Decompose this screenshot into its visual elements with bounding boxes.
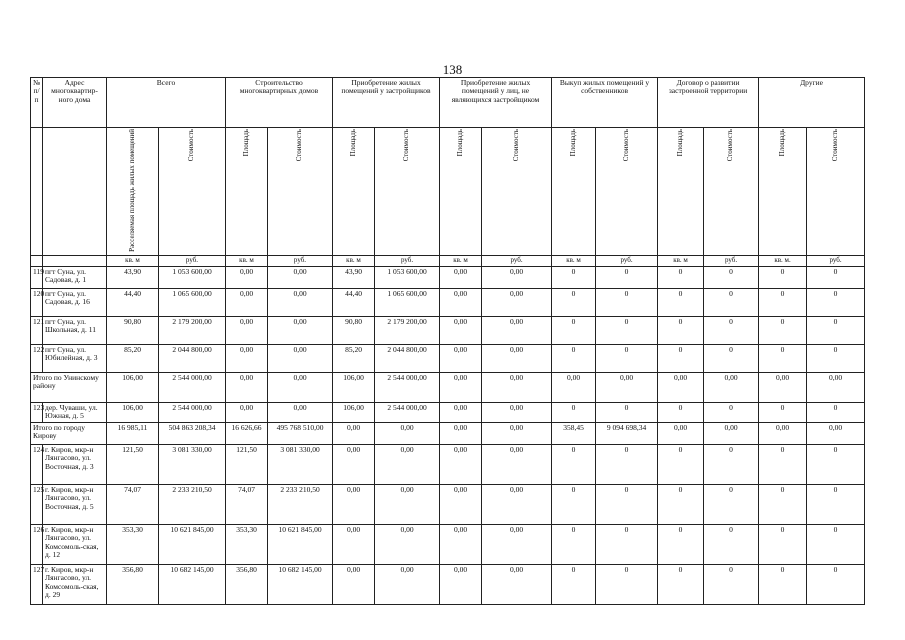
row-value: 1 065 600,00 (159, 289, 226, 317)
row-value: 10 682 145,00 (159, 565, 226, 605)
row-value: 16 626,66 (226, 423, 268, 445)
row-value: 0,00 (482, 317, 552, 345)
row-address: г. Киров, мкр-н Лянгасово, ул. Комсомоль-ская, д. 29 (43, 565, 107, 605)
row-value: 0,00 (807, 373, 865, 403)
header-subcol-label: Площадь (777, 129, 786, 157)
row-value: 0 (596, 445, 658, 485)
row-value: 3 081 330,00 (159, 445, 226, 485)
row-address: пгт Суна, ул. Школьная, д. 11 (43, 317, 107, 345)
row-value: 2 179 200,00 (159, 317, 226, 345)
row-value: 0 (807, 267, 865, 289)
unit-label: кв. м (440, 256, 482, 267)
row-value: 0 (704, 565, 759, 605)
row-value: 0 (704, 403, 759, 423)
row-value: 0,00 (268, 373, 333, 403)
row-value: 0 (658, 525, 704, 565)
row-value: 2 179 200,00 (375, 317, 440, 345)
row-number: 120 (31, 289, 43, 317)
header-group-row (31, 78, 865, 128)
header-group-purchase-non-developers: Приобретение жилых помещений у лиц, не являющихся застройщиком (440, 78, 552, 128)
header-no: № п/п (31, 78, 43, 128)
row-value: 0,00 (482, 525, 552, 565)
row-value: 2 544 000,00 (159, 373, 226, 403)
header-subcol (107, 128, 159, 256)
row-value: 9 094 698,34 (596, 423, 658, 445)
header-address: Адрес многоквартир-ного дома (43, 78, 107, 128)
row-value: 356,80 (226, 565, 268, 605)
row-value: 0,00 (440, 485, 482, 525)
header-group-construction: Строительство многоквартирных домов (226, 78, 333, 128)
row-value: 0 (658, 345, 704, 373)
table-row (31, 485, 865, 525)
row-value: 0,00 (482, 565, 552, 605)
header-group-total: Всего (107, 78, 226, 128)
row-value: 106,00 (107, 403, 159, 423)
row-value: 0 (807, 345, 865, 373)
row-value: 10 621 845,00 (159, 525, 226, 565)
row-value: 0,00 (226, 289, 268, 317)
row-value: 0 (807, 565, 865, 605)
row-value: 0 (704, 317, 759, 345)
row-address: г. Киров, мкр-н Лянгасово, ул. Комсомоль-ская, д. 12 (43, 525, 107, 565)
row-value: 0,00 (807, 423, 865, 445)
row-value: 85,20 (333, 345, 375, 373)
header-group-development-contract: Договор о развитии застроенной территории (658, 78, 759, 128)
row-value: 0,00 (440, 403, 482, 423)
header-subcol-label: Площадь (675, 129, 684, 157)
row-value: 0,00 (268, 317, 333, 345)
header-subcol-label: Стоимость (187, 129, 196, 162)
row-value: 0,00 (482, 445, 552, 485)
row-value: 353,30 (226, 525, 268, 565)
row-value: 0,00 (482, 345, 552, 373)
row-value: 0 (552, 267, 596, 289)
row-value: 0,00 (268, 289, 333, 317)
row-value: 0 (658, 289, 704, 317)
row-value: 121,50 (107, 445, 159, 485)
row-value: 0 (596, 485, 658, 525)
row-value: 0,00 (482, 423, 552, 445)
row-value: 0,00 (375, 423, 440, 445)
row-number: 122 (31, 345, 43, 373)
row-value: 0 (596, 345, 658, 373)
row-number: 125 (31, 485, 43, 525)
row-value: 0 (759, 289, 807, 317)
row-value: 0,00 (440, 345, 482, 373)
row-value: 74,07 (226, 485, 268, 525)
row-value: 0 (807, 403, 865, 423)
row-value: 0 (596, 403, 658, 423)
row-value: 0 (658, 565, 704, 605)
row-value: 106,00 (333, 403, 375, 423)
header-group-buyout: Выкуп жилых помещений у собственников (552, 78, 658, 128)
row-value: 44,40 (333, 289, 375, 317)
row-value: 0,00 (440, 317, 482, 345)
table-row (31, 345, 865, 373)
units-blank (43, 256, 107, 267)
header-subcol (596, 128, 658, 256)
row-value: 0 (552, 289, 596, 317)
unit-label: кв. м (107, 256, 159, 267)
header-blank (31, 128, 43, 256)
row-value: 0,00 (658, 423, 704, 445)
row-number: 126 (31, 525, 43, 565)
row-value: 0,00 (759, 373, 807, 403)
header-subcol-label: Стоимость (295, 129, 304, 162)
unit-label: кв. м (552, 256, 596, 267)
total-label: Итого по городу Кирову (31, 423, 107, 445)
header-subcolumn-row (31, 128, 865, 256)
header-subcol (268, 128, 333, 256)
row-value: 2 044 800,00 (375, 345, 440, 373)
row-value: 0,00 (375, 525, 440, 565)
total-row (31, 373, 865, 403)
row-value: 0 (759, 485, 807, 525)
row-value: 0,00 (704, 373, 759, 403)
row-value: 0 (807, 445, 865, 485)
row-value: 358,45 (552, 423, 596, 445)
row-value: 1 065 600,00 (375, 289, 440, 317)
unit-label: кв. м (226, 256, 268, 267)
row-address: пгт Суна, ул. Садовая, д. 1 (43, 267, 107, 289)
row-value: 0 (704, 525, 759, 565)
row-address: г. Киров, мкр-н Лянгасово, ул. Восточная, д. 3 (43, 445, 107, 485)
unit-label: руб. (704, 256, 759, 267)
row-value: 0 (704, 485, 759, 525)
row-value: 504 863 208,34 (159, 423, 226, 445)
row-value: 0 (658, 485, 704, 525)
row-value: 0,00 (482, 403, 552, 423)
row-value: 2 044 800,00 (159, 345, 226, 373)
row-value: 43,90 (107, 267, 159, 289)
row-value: 0 (552, 317, 596, 345)
row-value: 90,80 (107, 317, 159, 345)
header-subcol-label: Площадь (348, 129, 357, 157)
row-value: 0,00 (226, 317, 268, 345)
row-value: 0,00 (375, 445, 440, 485)
row-value: 2 544 000,00 (375, 373, 440, 403)
table-row (31, 267, 865, 289)
row-value: 0 (759, 267, 807, 289)
header-subcol-label: Стоимость (830, 129, 839, 162)
row-value: 0,00 (440, 373, 482, 403)
row-value: 0 (807, 317, 865, 345)
row-value: 0,00 (440, 267, 482, 289)
header-subcol-label: Стоимость (511, 129, 520, 162)
row-address: пгт Суна, ул. Садовая, д. 16 (43, 289, 107, 317)
row-value: 0 (658, 317, 704, 345)
header-subcol-label: Площадь (241, 129, 250, 157)
row-number: 119 (31, 267, 43, 289)
header-group-purchase-developers: Приобретение жилых помещений у застройщиков (333, 78, 440, 128)
row-value: 0,00 (440, 525, 482, 565)
row-value: 0 (807, 525, 865, 565)
table-row (31, 525, 865, 565)
row-value: 2 233 210,50 (268, 485, 333, 525)
row-value: 10 621 845,00 (268, 525, 333, 565)
row-value: 0 (658, 403, 704, 423)
row-value: 0,00 (658, 373, 704, 403)
row-value: 0 (704, 267, 759, 289)
row-value: 0 (658, 445, 704, 485)
resettlement-table (30, 77, 865, 605)
row-value: 0,00 (268, 403, 333, 423)
row-value: 0,00 (552, 373, 596, 403)
table-row (31, 317, 865, 345)
row-address: пгт Суна, ул. Юбилейная, д. 3 (43, 345, 107, 373)
row-value: 0 (552, 445, 596, 485)
row-value: 44,40 (107, 289, 159, 317)
row-value: 0,00 (226, 373, 268, 403)
row-value: 0 (807, 485, 865, 525)
total-label: Итого по Унинскому району (31, 373, 107, 403)
row-value: 0 (596, 289, 658, 317)
table-body (31, 267, 865, 605)
row-value: 0,00 (440, 423, 482, 445)
unit-label: руб. (482, 256, 552, 267)
header-subcol (226, 128, 268, 256)
row-value: 0 (759, 525, 807, 565)
row-value: 0,00 (482, 373, 552, 403)
row-value: 356,80 (107, 565, 159, 605)
table-row (31, 403, 865, 423)
row-value: 0,00 (226, 267, 268, 289)
header-subcol-label: Стоимость (621, 129, 630, 162)
row-value: 0 (552, 525, 596, 565)
row-value: 0 (759, 345, 807, 373)
row-value: 0,00 (226, 403, 268, 423)
row-value: 0,00 (333, 445, 375, 485)
row-value: 0 (704, 345, 759, 373)
page-number: 138 (442, 62, 463, 77)
header-subcol (552, 128, 596, 256)
row-value: 0,00 (704, 423, 759, 445)
row-value: 0 (807, 289, 865, 317)
row-value: 0,00 (333, 525, 375, 565)
row-value: 2 233 210,50 (159, 485, 226, 525)
row-number: 127 (31, 565, 43, 605)
row-value: 0 (596, 317, 658, 345)
row-value: 85,20 (107, 345, 159, 373)
row-value: 0 (704, 445, 759, 485)
row-value: 0,00 (440, 445, 482, 485)
row-value: 0 (552, 345, 596, 373)
header-subcol-label: Площадь (568, 129, 577, 157)
unit-label: руб. (596, 256, 658, 267)
header-subcol (440, 128, 482, 256)
header-subcol (482, 128, 552, 256)
row-value: 74,07 (107, 485, 159, 525)
header-subcol (704, 128, 759, 256)
total-row (31, 423, 865, 445)
header-subcol-label: Стоимость (402, 129, 411, 162)
header-subcol-label: Расселяемая площадь жилых помещений (127, 129, 136, 252)
units-blank (31, 256, 43, 267)
row-value: 0 (759, 445, 807, 485)
row-value: 0 (759, 403, 807, 423)
row-value: 0 (704, 289, 759, 317)
header-units-row (31, 256, 865, 267)
header-subcol (658, 128, 704, 256)
row-value: 0,00 (333, 423, 375, 445)
header-subcol-label: Стоимость (726, 129, 735, 162)
row-value: 2 544 000,00 (159, 403, 226, 423)
row-value: 0,00 (440, 565, 482, 605)
row-number: 123 (31, 403, 43, 423)
header-subcol (159, 128, 226, 256)
row-value: 0,00 (375, 565, 440, 605)
row-value: 1 053 600,00 (375, 267, 440, 289)
row-address: дер. Чуваши, ул. Южная, д. 5 (43, 403, 107, 423)
unit-label: руб. (159, 256, 226, 267)
row-value: 0,00 (268, 267, 333, 289)
unit-label: кв. м (333, 256, 375, 267)
row-value: 0,00 (482, 267, 552, 289)
header-subcol (333, 128, 375, 256)
row-value: 0 (658, 267, 704, 289)
unit-label: руб. (807, 256, 865, 267)
unit-label: кв. м. (759, 256, 807, 267)
row-value: 0,00 (333, 485, 375, 525)
unit-label: кв. м (658, 256, 704, 267)
row-value: 0 (759, 565, 807, 605)
row-value: 0 (552, 485, 596, 525)
row-number: 121 (31, 317, 43, 345)
row-value: 2 544 000,00 (375, 403, 440, 423)
header-subcol (807, 128, 865, 256)
row-value: 16 985,11 (107, 423, 159, 445)
table-row (31, 289, 865, 317)
row-number: 124 (31, 445, 43, 485)
row-value: 0,00 (596, 373, 658, 403)
row-value: 0,00 (268, 345, 333, 373)
table-row (31, 565, 865, 605)
row-value: 43,90 (333, 267, 375, 289)
row-value: 0 (596, 565, 658, 605)
row-value: 0,00 (375, 485, 440, 525)
row-value: 0 (759, 317, 807, 345)
row-value: 0 (596, 267, 658, 289)
row-value: 106,00 (333, 373, 375, 403)
row-value: 495 768 510,00 (268, 423, 333, 445)
unit-label: руб. (375, 256, 440, 267)
header-subcol-label: Площадь (455, 129, 464, 157)
header-group-other: Другие (759, 78, 865, 128)
header-subcol (759, 128, 807, 256)
unit-label: руб. (268, 256, 333, 267)
row-address: г. Киров, мкр-н Лянгасово, ул. Восточная, д. 5 (43, 485, 107, 525)
row-value: 10 682 145,00 (268, 565, 333, 605)
row-value: 0,00 (482, 485, 552, 525)
row-value: 0,00 (482, 289, 552, 317)
row-value: 1 053 600,00 (159, 267, 226, 289)
row-value: 90,80 (333, 317, 375, 345)
row-value: 0,00 (440, 289, 482, 317)
row-value: 353,30 (107, 525, 159, 565)
row-value: 0,00 (226, 345, 268, 373)
row-value: 0 (552, 403, 596, 423)
row-value: 3 081 330,00 (268, 445, 333, 485)
row-value: 121,50 (226, 445, 268, 485)
header-subcol (375, 128, 440, 256)
row-value: 0 (552, 565, 596, 605)
table-row (31, 445, 865, 485)
row-value: 0 (596, 525, 658, 565)
row-value: 0,00 (333, 565, 375, 605)
row-value: 106,00 (107, 373, 159, 403)
header-blank (43, 128, 107, 256)
row-value: 0,00 (759, 423, 807, 445)
